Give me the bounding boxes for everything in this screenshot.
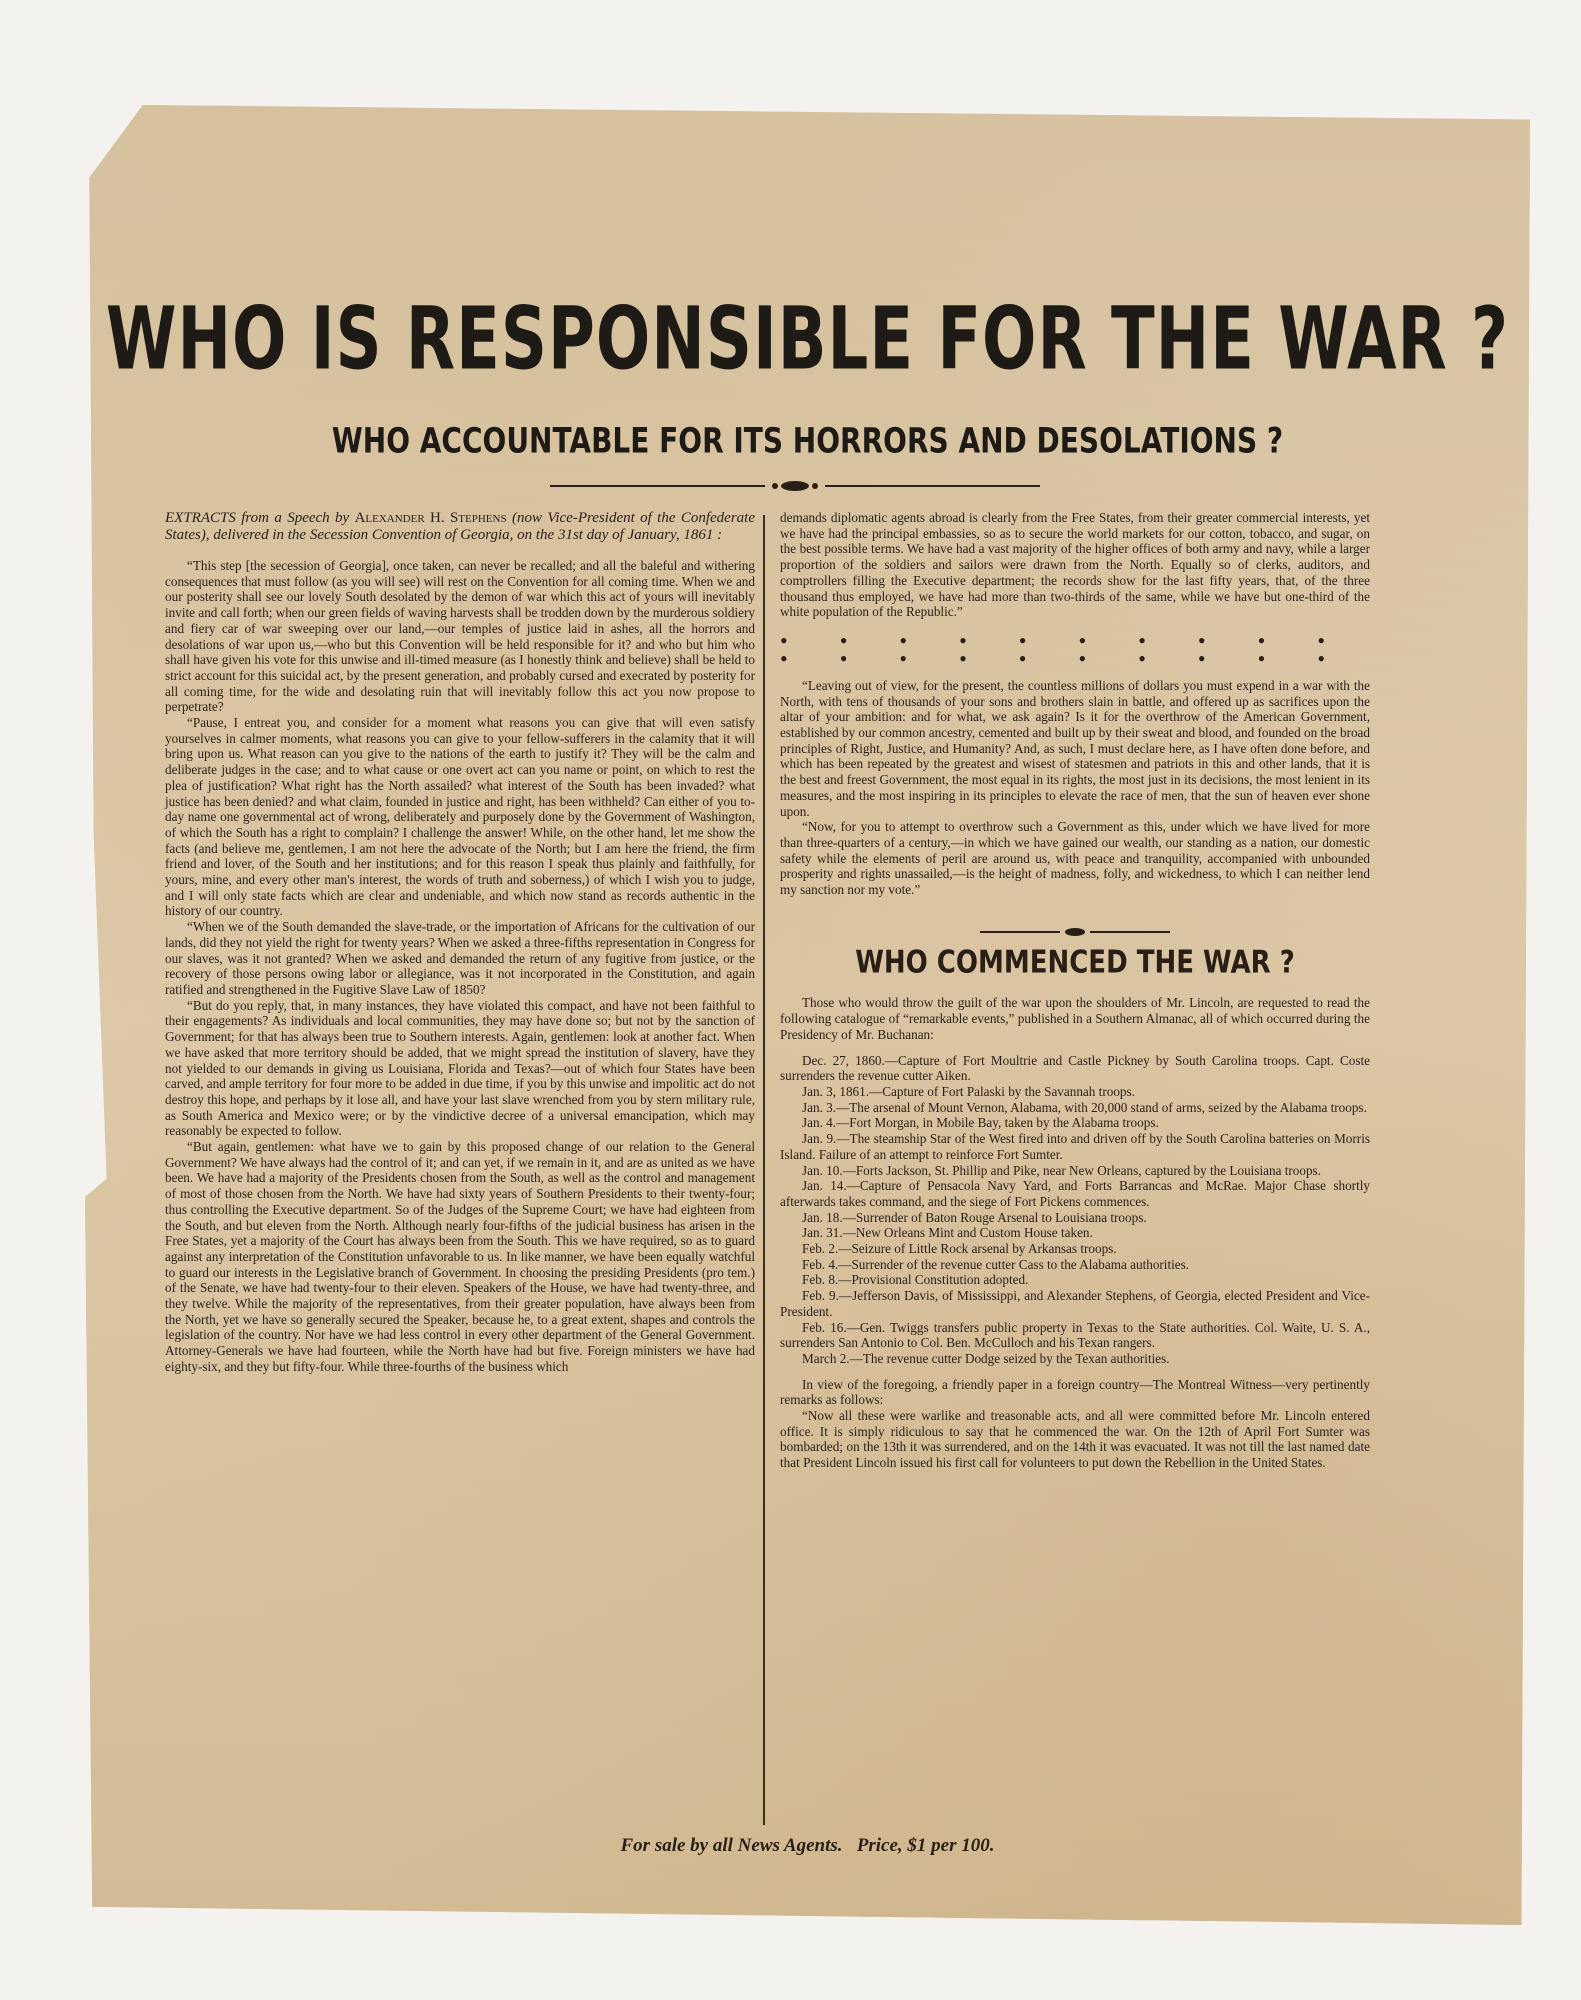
section-ornament [980, 926, 1170, 938]
list-item: Jan. 4.—Fort Morgan, in Mobile Bay, taken by the Alabama troops. [802, 1115, 1159, 1131]
list-item: Feb. 9.—Jefferson Davis, of Mississippi, and Alexander Stephens, of Georgia, elected President and Vice-President. [780, 1288, 1370, 1319]
page-title: WHO IS RESPONSIBLE FOR THE WAR ? [105, 290, 1510, 390]
paragraph: “Leaving out of view, for the present, the countless millions of dollars you must expend in a war with the North, with tens of thousands of your sons and brothers slain in battle, and offered up as sacrifices upon the altar of your ambition: and for what, we ask again? Is it for the overthrow of the American Government, established by our common ancestry, cemented and built up by their sweat and blood, and founded on the broad principles of Right, Justice, and Humanity? And, as such, I must declare here, as I have often done before, and which has been repeated by the greatest and wisest of statesmen and patriots in this and other lands, that it is the best and freest Government, the most equal in its rights, the most just in its decisions, the most lenient in its measures, and the most inspiring in its principles to elevate the race of men, that the sun of heaven ever shone upon. [780, 677, 1370, 819]
left-column [165, 510, 755, 1375]
footer-notice: For sale by all News Agents. Price, $1 per 100. [620, 1835, 995, 1856]
list-item: Jan. 31.—New Orleans Mint and Custom House taken. [802, 1225, 1093, 1241]
list-item: Dec. 27, 1860.—Capture of Fort Moultrie and Castle Pickney by South Carolina troops. Capt. Coste surrenders the revenue cutter Aiken. [780, 1052, 1370, 1084]
list-item: Jan. 3, 1861.—Capture of Fort Palaski by the Savannah troops. [802, 1083, 1135, 1099]
list-item: Jan. 10.—Forts Jackson, St. Phillip and Pike, near New Orleans, captured by the Louisiana troops. [802, 1162, 1321, 1178]
divider-ornament [550, 479, 1040, 493]
list-item: Feb. 2.—Seizure of Little Rock arsenal by Arkansas troops. [802, 1241, 1117, 1257]
paragraph: “Pause, I entreat you, and consider for a moment what reasons you can give that will even satisfy yourselves in calmer moments, what reasons you can give to your fellow-sufferers in the calamity that it will bring upon us. What reason can you give to the nations of the earth to justify it? They will be the calm and deliberate judges in the case; and to what cause or one overt act can you name or point, on which to rest the plea of justification? What right has the North assailed? what interest of the South has been invaded? what justice has been denied? and what claim, founded in justice and right, has been withheld? Can either of you to-day name one governmental act of wrong, deliberately and purposely done by the Government of Washington, of which the South has a right to complain? I challenge the answer! While, on the other hand, let me show the facts (and believe me, gentlemen, I am not here the advocate of the North; but I am here the friend, the firm friend and lover, of the South and her institutions; and for this reason I speak thus plainly and faithfully, for yours, mine, and every other man's interest, the words of truth and soberness,) of which I wish you to judge, and I will only state facts which are clear and undeniable, and which now stand as records authentic in the history of our country. [165, 715, 755, 919]
paragraph: In view of the foregoing, a friendly paper in a foreign country—The Montreal Witness—very pertinently remarks as follows: [780, 1376, 1370, 1408]
list-item: Feb. 4.—Surrender of the revenue cutter Cass to the Alabama authorities. [802, 1256, 1190, 1272]
list-item: Jan. 18.—Surrender of Baton Rouge Arsenal to Louisiana troops. [802, 1209, 1147, 1225]
list-item: Feb. 8.—Provisional Constitution adopted. [802, 1272, 1029, 1288]
section-heading: WHO COMMENCED THE WAR ? [855, 944, 1295, 981]
column-rule [763, 515, 765, 1825]
quotation: “Now all these were warlike and treasonable acts, and all were committed before Mr. Lincoln entered office. It is simply ridiculous to say that he commenced the war. On the 12th of April Fort Sumter was bombarded; on the 13th it was surrendered, and on the 14th it was evacuated. It was not till the last named date that President Lincoln issued his first call for volunteers to put down the Rebellion in the United States. [780, 1408, 1370, 1471]
list-item: Feb. 16.—Gen. Twiggs transfers public property in Texas to the State authorities. Col. Waite, U. S. A., surrenders San Antonio to Col. Ben. McCulloch and his Texan rangers. [780, 1319, 1370, 1351]
right-column [780, 510, 1378, 1471]
list-item: Jan. 9.—The steamship Star of the West fired into and driven off by the South Carolina batteries on Morris Island. Failure of an attempt to reinforce Fort Sumter. [780, 1131, 1370, 1162]
list-item: Jan. 3.—The arsenal of Mount Vernon, Alabama, with 20,000 stand of arms, seized by the Alabama troops. [802, 1099, 1367, 1115]
list-item: March 2.—The revenue cutter Dodge seized by the Texan authorities. [802, 1350, 1170, 1366]
paragraph: “But again, gentlemen: what have we to gain by this proposed change of our relation to the General Government? We have always had the control of it; and can yet, if we remain in it, and are as united as we have been. We have had a majority of the Presidents chosen from the South, as well as the control and management of most of those chosen from the North. We have had sixty years of Southern Presidents to their twenty-four; thus controlling the Executive department. So of the Judges of the Supreme Court; we have had eighteen from the South, and but eleven from the North. Although nearly four-fifths of the judicial business has arisen in the Free States, yet a majority of the Court has always been from the South. This we have required, so as to guard against any interpretation of the Constitution unfavorable to us. In like manner, we have been equally watchful to guard our interests in the Legislative branch of Government. In choosing the presiding Presidents (pro tem.) of the Senate, we have had twenty-four to their eleven. Speakers of the House, we have had twenty-three, and they twelve. While the majority of the representatives, from their greater population, have always been from the North, yet we have so generally secured the Speaker, because he, to a great extent, shapes and controls the legislation of the country. Nor have we had less control in every other department of the General Government. Attorney-Generals we have had fourteen, while the North have had but five. Foreign ministers we have had eighty-six, and they but fifty-four. While three-fourths of the business which [165, 1139, 755, 1374]
paragraph: “When we of the South demanded the slave-trade, or the importation of Africans for the cultivation of our lands, did they not yield the right for twenty years? When we asked a three-fifths representation in Congress for our slaves, was it not granted? When we asked and demanded the return of any fugitive from justice, or the recovery of those persons owing labor or allegiance, was it not incorporated in the Constitution, and again ratified and strengthened in the Fugitive Slave Law of 1850? [165, 919, 755, 997]
page-subtitle: WHO ACCOUNTABLE FOR ITS HORRORS AND DESOLATIONS ? [331, 420, 1284, 462]
events-list [780, 1053, 1370, 1367]
paragraph: “But do you reply, that, in many instances, they have violated this compact, and have not been faithful to their engagements? As individuals and local communities, they may have done so; but not by the sanction of Government; for that has always been true to Southern interests. Again, gentlemen: look at another fact. When we have asked that more territory should be added, that we might spread the institution of slavery, have they not yielded to our demands in giving us Louisiana, Florida and Texas?—out of which four States have been carved, and ample territory for four more to be added in due time, if you by this unwise and impolitic act do not destroy this hope, and perhaps by it lose all, and have your last slave wrenched from you by stern military rule, as South America and Mexico were; or by the vindictive decree of a universal emancipation, which may reasonably be expected to follow. [165, 997, 755, 1139]
paragraph: “This step [the secession of Georgia], once taken, can never be recalled; and all the baleful and withering consequences that must follow (as you will see) will rest on the Convention for all coming time. When we and our posterity shall see our lovely South desolated by the demon of war which this act of yours will inevitably invite and call forth; when our green fields of waving harvests shall be trodden down by the murderous soldiery and fiery car of war sweeping over our land,—our temples of justice laid in ashes, all the horrors and desolations of war upon us,—who but this Convention will be held responsible for it? and who but him who shall have given his vote for this unwise and ill-timed measure (as I honestly think and believe) shall be held to strict account for this suicidal act, by the present generation, and probably cursed and execrated by posterity for all coming time, for the wide and desolating ruin that will inevitably follow this act you now propose to perpetrate? [165, 558, 755, 715]
extract-intro: EXTRACTS from a Speech by Alexander H. Stephens (now Vice-President of the Confederate States), delivered in the Secession Convention of Georgia, on the 31st day of January, 1861 : [165, 510, 755, 543]
ellipsis-dots: •••••••••• •••••••••• [780, 627, 1378, 671]
paragraph: “Now, for you to attempt to overthrow such a Government as this, under which we have lived for more than three-quarters of a century,—in which we have gained our wealth, our standing as a nation, our domestic safety while the elements of peril are around us, with peace and tranquility, accompanied with unbounded prosperity and rights unassailed,—is the height of madness, folly, and wickedness, to which I can neither lend my sanction nor my vote.” [780, 819, 1370, 898]
list-item: Jan. 14.—Capture of Pensacola Navy Yard, and Forts Barrancas and McRae. Major Chase shortly afterwards takes command, and the siege of Fort Pickens commences. [780, 1178, 1370, 1209]
broadside-page [85, 105, 1530, 1925]
paragraph: demands diplomatic agents abroad is clearly from the Free States, from their greater commercial interests, yet we have had the principal embassies, so as to secure the world markets for our cotton, tobacco, and sugar, on the best possible terms. We have had a vast majority of the higher offices of both army and navy, while a larger proportion of the soldiers and sailors were drawn from the North. Equally so of clerks, auditors, and comptrollers filling the Executive department; the records show for the last fifty years, that, of the three thousand thus employed, we have had more than two-thirds of the same, while we have but one-third of the white population of the Republic.” [780, 510, 1370, 620]
paragraph: Those who would throw the guilt of the war upon the shoulders of Mr. Lincoln, are requested to read the following catalogue of “remarkable events,” published in a Southern Almanac, all of which occurred during the Presidency of Mr. Buchanan: [780, 995, 1370, 1042]
